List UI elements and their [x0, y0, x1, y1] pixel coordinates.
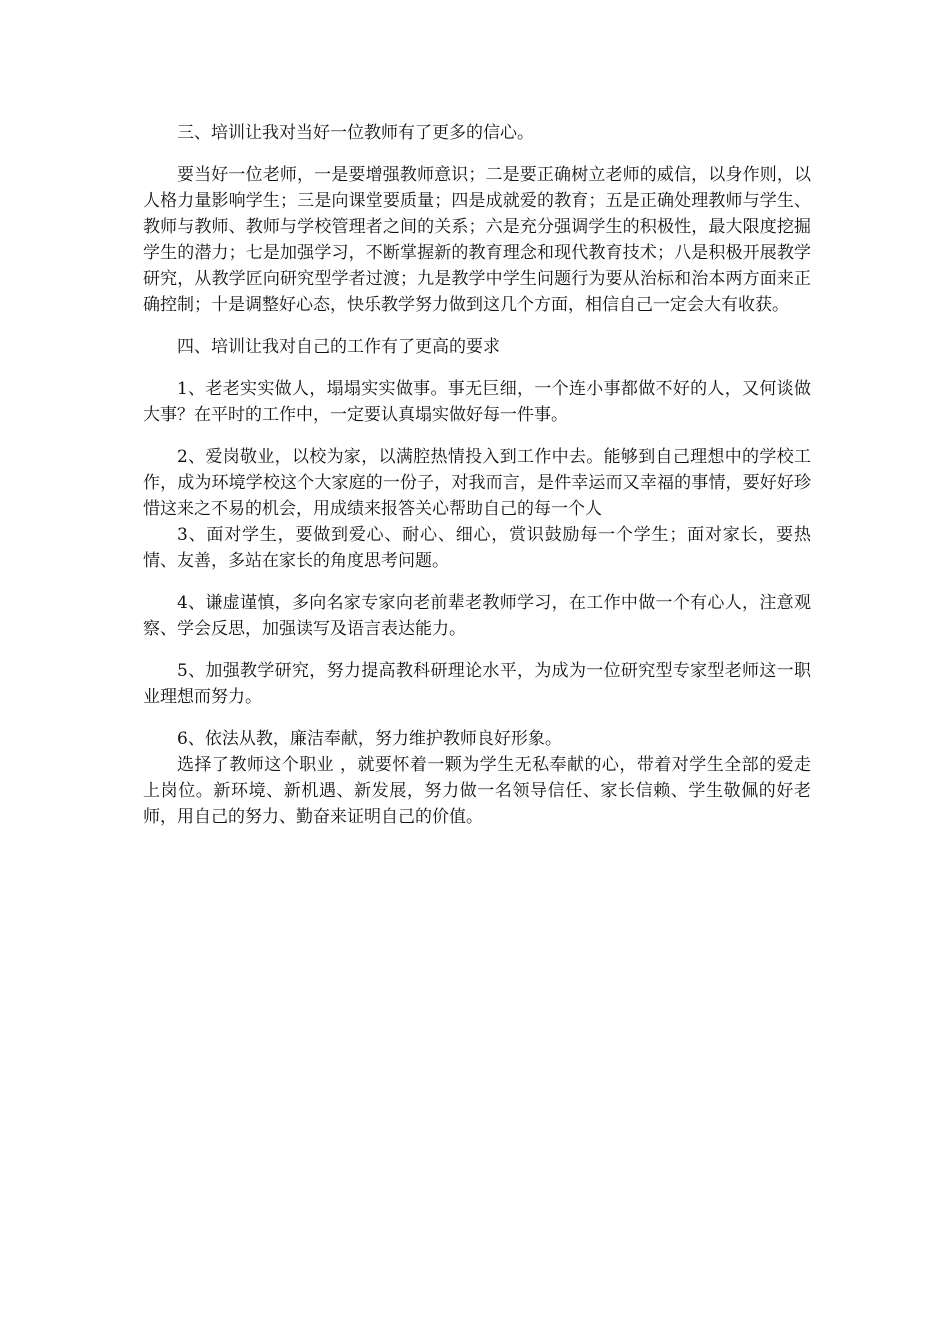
paragraph-teacher-duties: 要当好一位老师，一是要增强教师意识；二是要正确树立老师的威信，以身作则，以人格力量影响学生；三是向课堂要质量；四是成就爱的教育；五是正确处理教师与学生、教师与教师、教师与学校管理者之间的关系；六是充分强调学生的积极性，最大限度挖掘学生的潜力；七是加强学习，不断掌握新的教育理念和现代教育技术；八是积极开展教学研究，从教学匠向研究型学者过渡；九是教学中学生问题行为要从治标和治本两方面来正确控制；十是调整好心态，快乐教学努力做到这几个方面，相信自己一定会大有收获。: [143, 165, 811, 315]
list-item-5: 5、加强教学研究，努力提高教科研理论水平，为成为一位研究型专家型老师这一职业理想而努力。: [143, 661, 811, 707]
section-heading-four: 四、培训让我对自己的工作有了更高的要求: [177, 337, 500, 357]
list-item-1: 1、老老实实做人，塌塌实实做事。事无巨细，一个连小事都做不好的人，又何谈做大事？在平时的工作中，一定要认真塌实做好每一件事。: [143, 379, 811, 425]
list-item-6: 6、依法从教，廉洁奉献，努力维护教师良好形象。: [177, 729, 562, 749]
document-page: [143, 120, 811, 830]
section-heading-three: 三、培训让我对当好一位教师有了更多的信心。: [177, 123, 534, 143]
closing-paragraph: 选择了教师这个职业 ，就要怀着一颗为学生无私奉献的心，带着对学生全部的爱走上岗位。新环境、新机遇、新发展，努力做一名领导信任、家长信赖、学生敬佩的好老师，用自己的努力、勤奋来证明自己的价值。: [143, 755, 811, 827]
list-item-2: 2、爱岗敬业，以校为家，以满腔热情投入到工作中去。能够到自己理想中的学校工作，成为环境学校这个大家庭的一份子，对我而言，是件幸运而又幸福的事情，要好好珍惜这来之不易的机会，用成绩来报答关心帮助自己的每一个人: [143, 447, 811, 519]
list-item-3: 3、面对学生，要做到爱心、耐心、细心，赏识鼓励每一个学生；面对家长，要热情、友善，多站在家长的角度思考问题。: [143, 525, 811, 571]
list-item-4: 4、谦虚谨慎，多向名家专家向老前辈老教师学习，在工作中做一个有心人，注意观察、学会反思，加强读写及语言表达能力。: [143, 593, 811, 639]
